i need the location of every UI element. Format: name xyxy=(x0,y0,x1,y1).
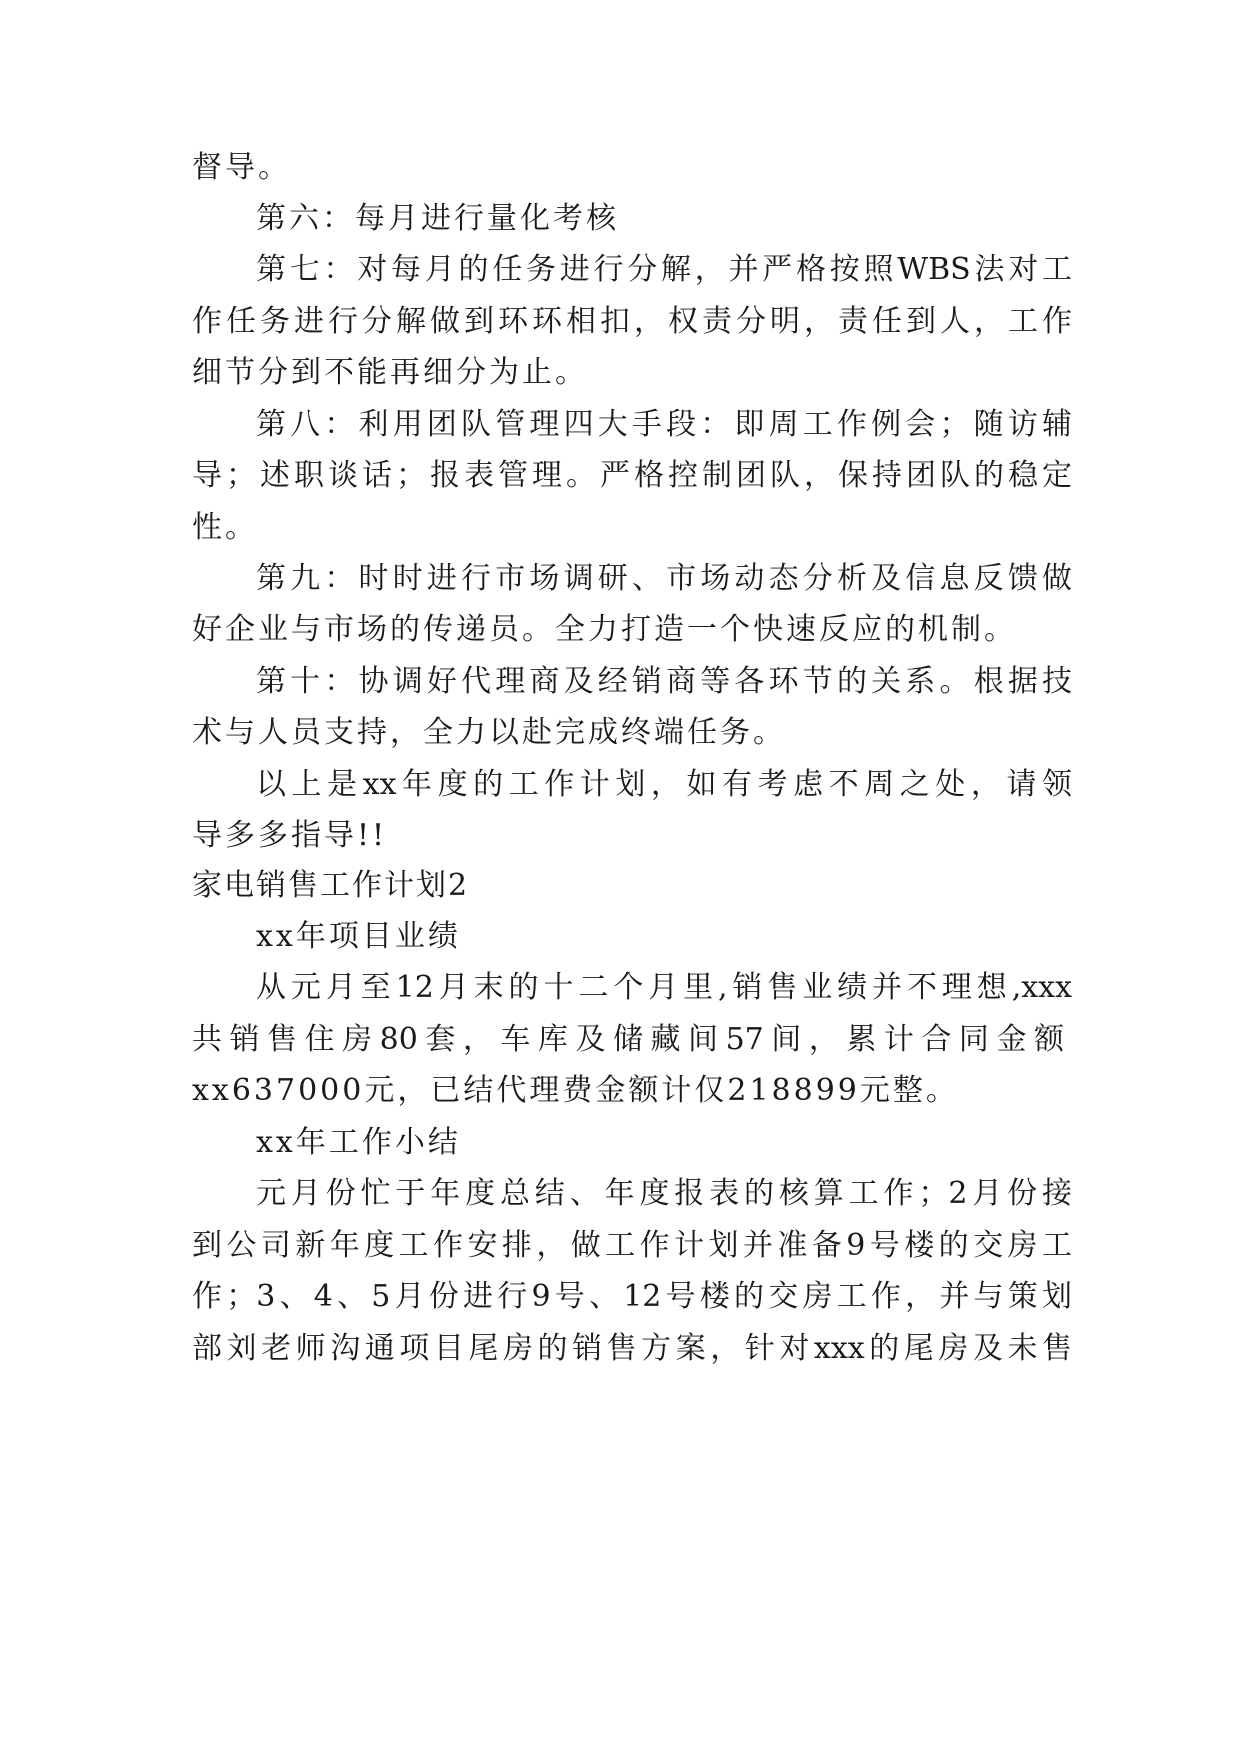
paragraph-line: 督导。 xyxy=(192,150,291,185)
paragraph-line: 作任务进行分解做到环环相扣，权责分明，责任到人，工作 xyxy=(192,304,1072,339)
paragraph-line: 导多多指导!! xyxy=(192,818,388,853)
paragraph-line: 以上是xx年度的工作计划，如有考虑不周之处，请领 xyxy=(256,767,1072,802)
paragraph-line: 导；述职谈话；报表管理。严格控制团队，保持团队的稳定 xyxy=(192,458,1072,493)
paragraph-line: 细节分到不能再细分为止。 xyxy=(192,355,588,390)
paragraph-line: 第九：时时进行市场调研、市场动态分析及信息反馈做 xyxy=(256,561,1072,596)
paragraph-line: xx637000元，已结代理费金额计仅218899元整。 xyxy=(192,1073,959,1108)
paragraph-line: 部刘老师沟通项目尾房的销售方案，针对xxx的尾房及未售 xyxy=(192,1331,1072,1366)
subheading: xx年工作小结 xyxy=(256,1125,461,1160)
paragraph-line: 第六：每月进行量化考核 xyxy=(256,201,619,236)
paragraph-line: 好企业与市场的传递员。全力打造一个快速反应的机制。 xyxy=(192,612,1017,647)
section-heading: 家电销售工作计划2 xyxy=(192,868,470,903)
paragraph-line: 到公司新年度工作安排，做工作计划并准备9号楼的交房工 xyxy=(192,1228,1072,1263)
paragraph-line: 第十：协调好代理商及经销商等各环节的关系。根据技 xyxy=(256,664,1072,699)
subheading: xx年项目业绩 xyxy=(256,919,461,954)
paragraph-line: 从元月至12月末的十二个月里,销售业绩并不理想,xxx xyxy=(256,970,1072,1005)
paragraph-line: 第八：利用团队管理四大手段：即周工作例会；随访辅 xyxy=(256,407,1072,442)
paragraph-line: 术与人员支持，全力以赴完成终端任务。 xyxy=(192,715,786,750)
paragraph-line: 性。 xyxy=(192,510,258,545)
paragraph-line: 作；3、4、5月份进行9号、12号楼的交房工作，并与策划 xyxy=(192,1279,1072,1314)
paragraph-line: 元月份忙于年度总结、年度报表的核算工作；2月份接 xyxy=(256,1176,1072,1211)
paragraph-line: 共销售住房80套，车库及储藏间57间，累计合同金额 xyxy=(192,1022,1064,1057)
paragraph-line: 第七：对每月的任务进行分解，并严格按照WBS法对工 xyxy=(256,252,1072,287)
